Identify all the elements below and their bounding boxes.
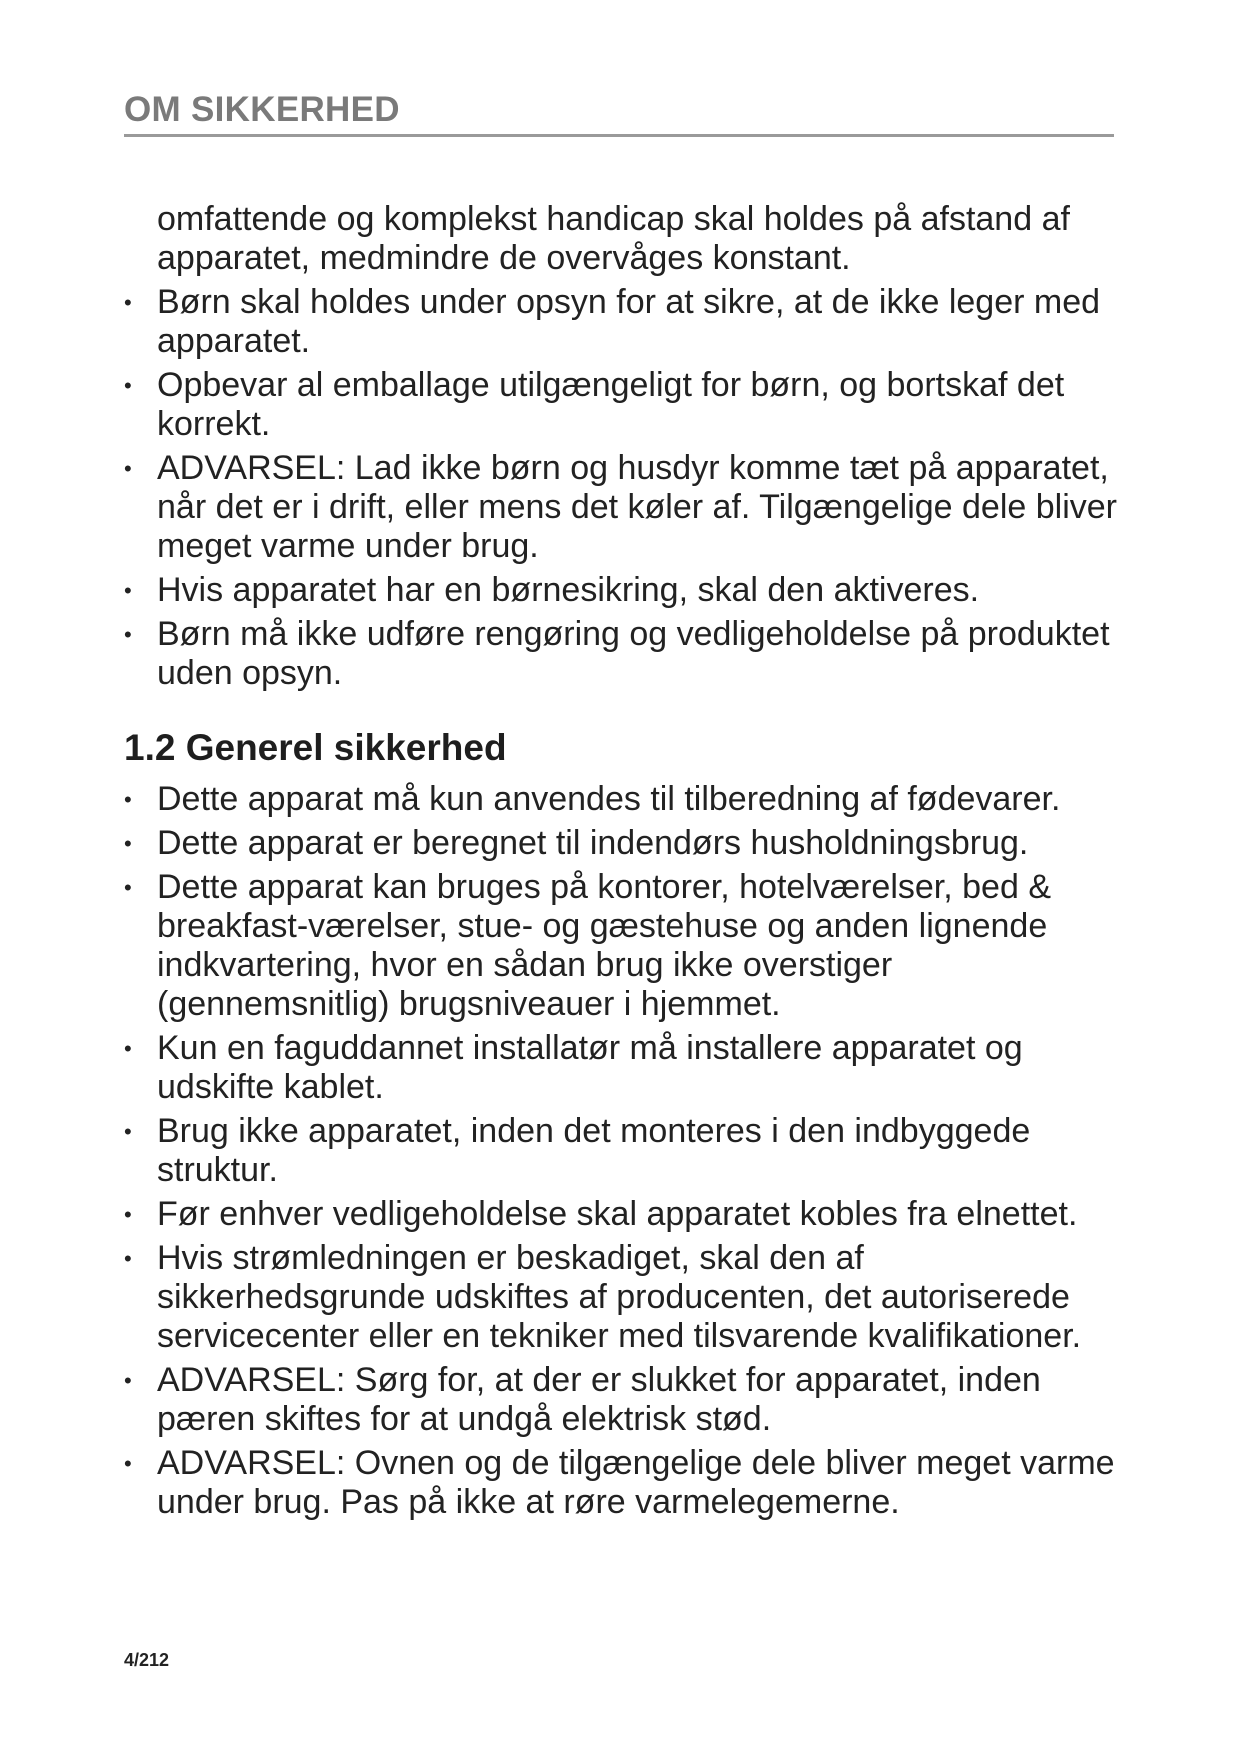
list-item <box>124 615 1124 693</box>
list-item <box>124 1444 1124 1522</box>
bullet-icon: • <box>124 456 132 481</box>
list-item <box>124 283 1124 361</box>
bullet-icon: • <box>124 622 132 647</box>
list-item-text: Opbevar al emballage utilgængeligt for børn, og bortskaf det korrekt. <box>157 366 1065 443</box>
page-content <box>124 200 1124 1522</box>
page-header <box>124 90 1114 137</box>
list-item <box>124 1239 1124 1356</box>
list-item <box>124 449 1124 566</box>
bullet-icon: • <box>124 1036 132 1061</box>
bullet-icon: • <box>124 1202 132 1227</box>
list-item <box>124 1029 1124 1107</box>
list-item-text: ADVARSEL: Lad ikke børn og husdyr komme tæt på apparatet, når det er i drift, eller mens det køler af. Tilgængelige dele bliver meget varme under brug. <box>157 449 1118 565</box>
child-safety-list <box>124 283 1124 693</box>
list-item-text: Før enhver vedligeholdelse skal apparatet kobles fra elnettet. <box>157 1195 1078 1233</box>
list-item-text: Dette apparat kan bruges på kontorer, hotelværelser, bed & breakfast-værelser, stue- og gæstehuse og anden lignende indkvartering, hvor en sådan brug ikke overstiger (gennemsnitlig) brugsniveauer i hjemmet. <box>157 868 1051 1023</box>
list-item <box>124 1195 1124 1234</box>
list-item-text: Dette apparat er beregnet til indendørs husholdningsbrug. <box>157 824 1029 862</box>
list-item <box>124 1361 1124 1439</box>
bullet-icon: • <box>124 578 132 603</box>
bullet-icon: • <box>124 1246 132 1271</box>
section-heading: 1.2 Generel sikkerhed <box>124 727 507 768</box>
list-item-text: Brug ikke apparatet, inden det monteres i den indbyggede struktur. <box>157 1112 1031 1189</box>
bullet-icon: • <box>124 831 132 856</box>
list-item-text: Hvis strømledningen er beskadiget, skal den af sikkerhedsgrunde udskiftes af producenten, det autoriserede servicecenter eller en tekniker med tilsvarende kvalifikationer. <box>157 1239 1082 1355</box>
bullet-icon: • <box>124 787 132 812</box>
bullet-icon: • <box>124 1119 132 1144</box>
page-number: 4/212 <box>124 1650 170 1670</box>
bullet-icon: • <box>124 1451 132 1476</box>
list-item <box>124 1112 1124 1190</box>
list-item <box>124 366 1124 444</box>
bullet-icon: • <box>124 373 132 398</box>
header-title: OM SIKKERHED <box>124 90 400 129</box>
list-item-text: Børn skal holdes under opsyn for at sikre, at de ikke leger med apparatet. <box>157 283 1101 360</box>
bullet-icon: • <box>124 1368 132 1393</box>
bullet-icon: • <box>124 875 132 900</box>
list-item <box>124 571 1124 610</box>
list-item-text: Dette apparat må kun anvendes til tilberedning af fødevarer. <box>157 780 1061 818</box>
list-item-text: Kun en faguddannet installatør må installere apparatet og udskifte kablet. <box>157 1029 1023 1106</box>
list-item-text: Hvis apparatet har en børnesikring, skal den aktiveres. <box>157 571 980 609</box>
list-item <box>124 868 1124 1024</box>
list-item-text: Børn må ikke udføre rengøring og vedligeholdelse på produktet uden opsyn. <box>157 615 1110 692</box>
bullet-icon: • <box>124 290 132 315</box>
list-item <box>124 824 1124 863</box>
list-item-text: ADVARSEL: Ovnen og de tilgængelige dele bliver meget varme under brug. Pas på ikke at røre varmelegemerne. <box>157 1444 1115 1521</box>
list-item-text: ADVARSEL: Sørg for, at der er slukket for apparatet, inden pæren skiftes for at undgå elektrisk stød. <box>157 1361 1041 1438</box>
general-safety-list <box>124 780 1124 1522</box>
list-item <box>124 780 1124 819</box>
continued-paragraph: omfattende og komplekst handicap skal holdes på afstand af apparatet, medmindre de overvåges konstant. <box>157 200 1070 277</box>
